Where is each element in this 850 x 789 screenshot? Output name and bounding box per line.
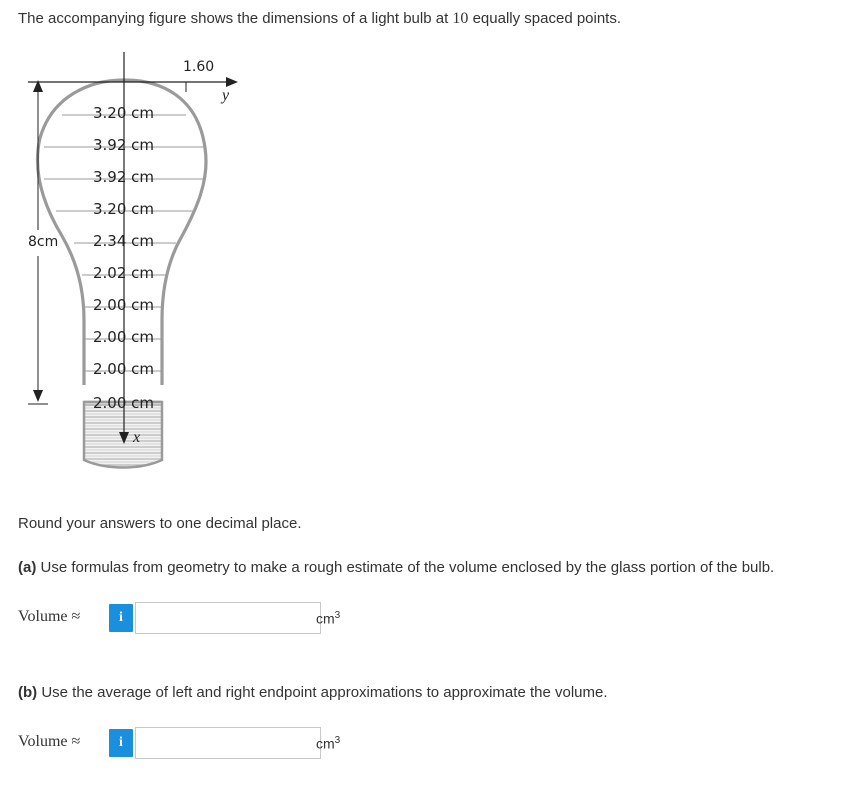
measurement-6: 2.02 cm: [93, 264, 155, 282]
part-a-question: [18, 559, 774, 576]
y-axis-label: y: [222, 87, 230, 104]
x-axis-label: x: [133, 429, 141, 446]
intro-text-start: The accompanying figure shows the dimensions of a light bulb at: [18, 10, 453, 27]
part-a-text: Use formulas from geometry to make a rough estimate of the volume enclosed by the glass portion of the bulb.: [36, 559, 775, 576]
part-b-unit: [316, 735, 340, 752]
part-b-unit-base: cm: [316, 735, 335, 752]
intro-text-end: equally spaced points.: [468, 10, 622, 27]
measurement-4: 3.20 cm: [93, 200, 155, 218]
measurement-1: 3.20 cm: [93, 104, 155, 122]
part-a-unit-exponent: 3: [334, 610, 341, 621]
measurement-5: 2.34 cm: [93, 232, 155, 250]
part-a-label: (a): [18, 559, 37, 576]
part-b-text: Use the average of left and right endpoint approximations to approximate the volume.: [37, 684, 608, 701]
part-b-unit-exponent: 3: [334, 735, 341, 746]
top-value-label: 1.60: [183, 59, 215, 75]
measurement-2: 3.92 cm: [93, 136, 155, 154]
height-label: 8cm: [28, 234, 59, 250]
part-a-volume-input[interactable]: [135, 602, 321, 634]
part-a-volume-label: Volume ≈: [18, 608, 81, 625]
measurement-8: 2.00 cm: [93, 328, 155, 346]
part-a-unit: [316, 610, 340, 627]
measurement-10: 2.00 cm: [93, 394, 155, 412]
part-b-label: (b): [18, 684, 38, 701]
part-a-info-icon[interactable]: i: [109, 604, 133, 632]
rounding-instruction: Round your answers to one decimal place.: [18, 515, 302, 532]
part-b-info-icon[interactable]: i: [109, 729, 133, 757]
problem-intro: [18, 10, 621, 28]
part-b-volume-input[interactable]: [135, 727, 321, 759]
part-b-question: [18, 684, 608, 701]
part-b-volume-label: Volume ≈: [18, 733, 81, 750]
light-bulb-figure: [0, 50, 300, 480]
measurement-3: 3.92 cm: [93, 168, 155, 186]
intro-number: 10: [452, 10, 469, 27]
part-a-unit-base: cm: [316, 610, 335, 627]
measurement-7: 2.00 cm: [93, 296, 155, 314]
measurement-9: 2.00 cm: [93, 360, 155, 378]
